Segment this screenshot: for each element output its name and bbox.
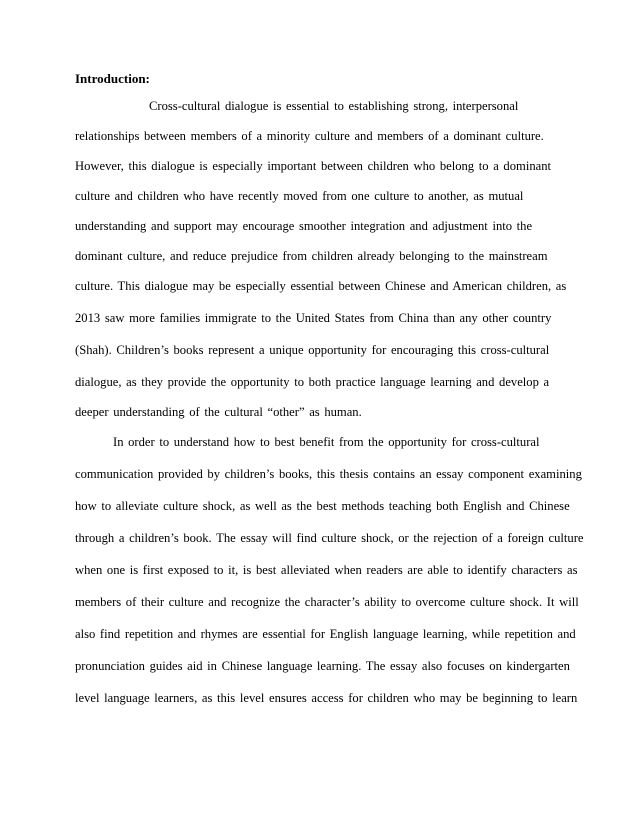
text-line: culture. This dialogue may be especially essential between Chinese and American children, as <box>75 279 567 293</box>
text-line: relationships between members of a minority culture and members of a dominant culture. <box>75 129 544 143</box>
text-line: through a children’s book. The essay will find culture shock, or the rejection of a foreign culture <box>75 531 584 545</box>
section-heading: Introduction: <box>75 71 150 86</box>
text-line: how to alleviate culture shock, as well as the best methods teaching both English and Chinese <box>75 499 570 513</box>
text-line: (Shah). Children’s books represent a unique opportunity for encouraging this cross-cultural <box>75 343 550 357</box>
text-line: when one is first exposed to it, is best alleviated when readers are able to identify characters as <box>75 563 578 577</box>
text-line: In order to understand how to best benefit from the opportunity for cross-cultural <box>113 435 540 449</box>
text-line: members of their culture and recognize the character’s ability to overcome culture shock. It will <box>75 595 579 609</box>
text-line: Cross-cultural dialogue is essential to establishing strong, interpersonal <box>149 99 519 113</box>
text-line: deeper understanding of the cultural “other” as human. <box>75 405 362 419</box>
text-line: communication provided by children’s books, this thesis contains an essay component examining <box>75 467 582 481</box>
text-line: dominant culture, and reduce prejudice from children already belonging to the mainstream <box>75 249 548 263</box>
text-line: culture and children who have recently moved from one culture to another, as mutual <box>75 189 524 203</box>
text-line: understanding and support may encourage smoother integration and adjustment into the <box>75 219 533 233</box>
text-line: 2013 saw more families immigrate to the United States from China than any other country <box>75 311 552 325</box>
text-line: However, this dialogue is especially important between children who belong to a dominant <box>75 159 551 173</box>
text-line: also find repetition and rhymes are essential for English language learning, while repetition and <box>75 627 576 641</box>
text-line: dialogue, as they provide the opportunity to both practice language learning and develop a <box>75 375 550 389</box>
text-line: level language learners, as this level ensures access for children who may be beginning to learn <box>75 691 578 705</box>
text-line: pronunciation guides aid in Chinese language learning. The essay also focuses on kindergarten <box>75 659 570 673</box>
